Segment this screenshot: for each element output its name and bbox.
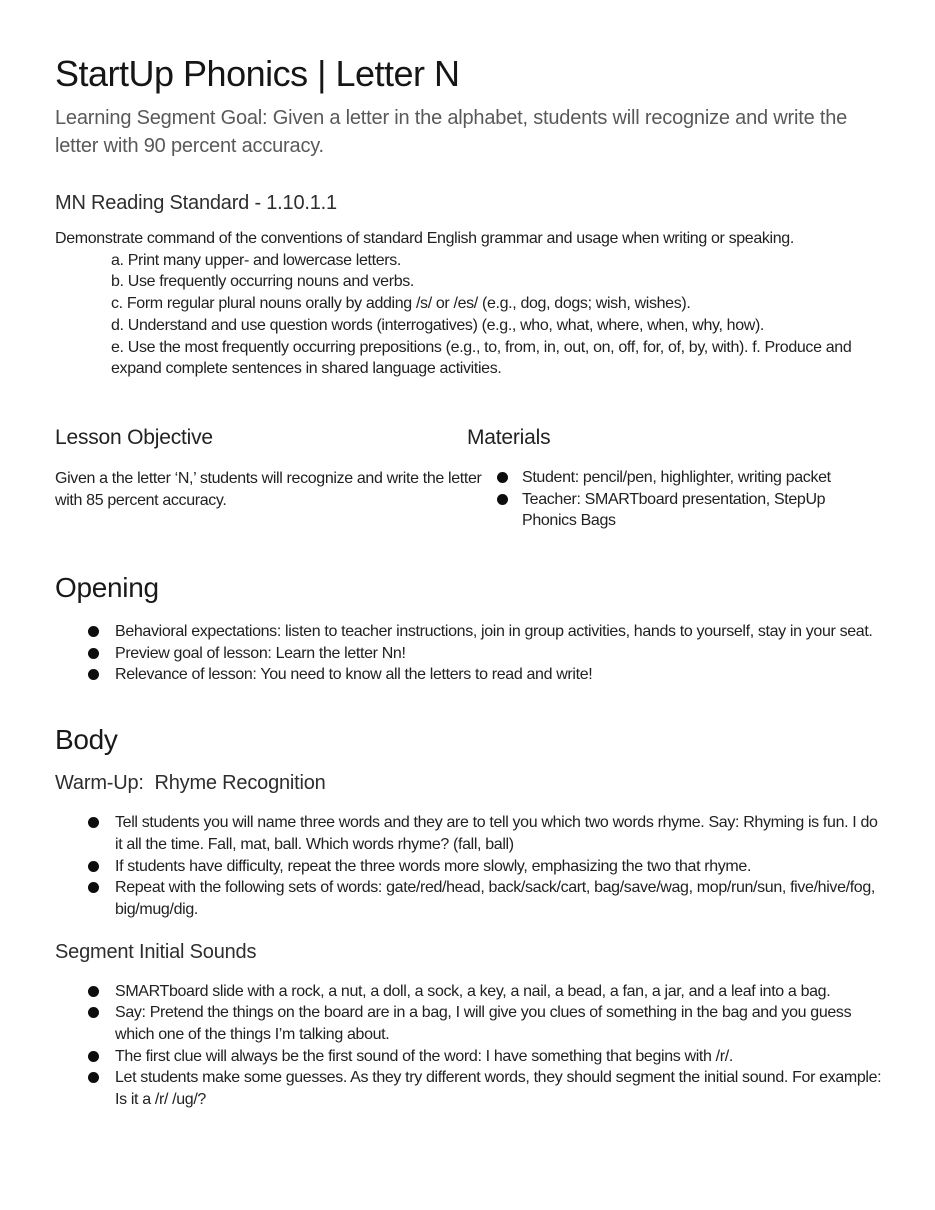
bullet-icon: [88, 626, 99, 637]
standard-subitem: e. Use the most frequently occurring prepositions (e.g., to, from, in, out, on, off, for, of, by, with). f. Produce and expand complete sentences in shared language activities.: [111, 338, 852, 378]
lesson-objective-column: [55, 424, 482, 532]
bullet-icon: [88, 861, 99, 872]
opening-item-text: Preview goal of lesson: Learn the letter Nn!: [115, 644, 406, 662]
lesson-plan-document: [0, 52, 935, 1210]
page-title: StartUp Phonics | Letter N: [55, 53, 460, 94]
warmup-list: [88, 812, 885, 921]
lesson-objective-heading: Lesson Objective: [55, 425, 213, 449]
bullet-icon: [88, 1051, 99, 1062]
learning-segment-goal: Learning Segment Goal: Given a letter in the alphabet, students will recognize and write the letter with 90 percent accuracy.: [55, 107, 848, 157]
warmup-heading: Warm-Up: Rhyme Recognition: [55, 772, 326, 795]
bullet-icon: [88, 817, 99, 828]
bullet-icon: [497, 494, 508, 505]
segment-list-item: [88, 1067, 885, 1110]
bullet-icon: [88, 1007, 99, 1018]
segment-list-item: [88, 1046, 885, 1068]
bullet-icon: [497, 472, 508, 483]
bullet-icon: [88, 986, 99, 997]
materials-heading: Materials: [467, 425, 551, 449]
standard-heading: MN Reading Standard - 1.10.1.1: [55, 192, 337, 214]
segment-list-item: [88, 981, 885, 1003]
segment-item-text: Let students make some guesses. As they try different words, they should segment the initial sound. For example: Is it a /r/ /ug/?: [115, 1069, 882, 1109]
segment-initial-sounds-heading: Segment Initial Sounds: [55, 940, 257, 963]
warmup-item-text: Repeat with the following sets of words: gate/red/head, back/sack/cart, bag/save/wag, mop/run/sun, five/hive/fog, big/mug/dig.: [115, 879, 875, 918]
opening-list: [88, 621, 885, 686]
opening-list-item: [88, 643, 885, 665]
segment-item-text: Say: Pretend the things on the board are in a bag, I will give you clues of something in the bag and you guess which one of the things I’m talking about.: [115, 1004, 852, 1044]
standard-intro: Demonstrate command of the conventions of standard English grammar and usage when writing or speaking.: [55, 230, 794, 247]
standard-subitem: d. Understand and use question words (interrogatives) (e.g., who, what, where, when, why, how).: [111, 316, 765, 334]
standard-subitem: a. Print many upper- and lowercase letters.: [111, 251, 401, 269]
opening-list-item: [88, 664, 885, 686]
materials-list: [497, 467, 885, 532]
warmup-list-item: [88, 812, 885, 855]
opening-list-item: [88, 621, 885, 643]
opening-heading: Opening: [55, 572, 159, 604]
segment-initial-sounds-list: [88, 981, 885, 1111]
segment-item-text: SMARTboard slide with a rock, a nut, a doll, a sock, a key, a nail, a bead, a fan, a jar, and a leaf into a bag.: [115, 982, 831, 1000]
bullet-icon: [88, 648, 99, 659]
standard-subitem: c. Form regular plural nouns orally by adding /s/ or /es/ (e.g., dog, dogs; wish, wishes).: [111, 295, 691, 313]
standard-subitem: b. Use frequently occurring nouns and verbs.: [111, 273, 414, 291]
standard-sublist: [111, 250, 885, 380]
bullet-icon: [88, 1072, 99, 1083]
opening-item-text: Behavioral expectations: listen to teacher instructions, join in group activities, hands to yourself, stay in your seat.: [115, 623, 873, 641]
reading-standard-section: [55, 190, 885, 380]
warmup-list-item: [88, 856, 885, 878]
opening-item-text: Relevance of lesson: You need to know all the letters to read and write!: [115, 666, 593, 684]
materials-item-text: Teacher: SMARTboard presentation, StepUp Phonics Bags: [522, 490, 826, 530]
warmup-list-item: [88, 877, 885, 920]
lesson-objective-text: Given a the letter ‘N,’ students will recognize and write the letter with 85 percent accuracy.: [55, 469, 482, 509]
bullet-icon: [88, 669, 99, 680]
materials-column: [467, 424, 885, 532]
materials-item-text: Student: pencil/pen, highlighter, writing packet: [522, 468, 831, 486]
body-heading: Body: [55, 724, 118, 756]
warmup-item-text: Tell students you will name three words and they are to tell you which two words rhyme. Say: Rhyming is fun. I do it all the time. Fall, mat, ball. Which words rhyme? (fall, ball): [115, 814, 878, 853]
materials-list-item: [497, 489, 885, 532]
segment-list-item: [88, 1002, 885, 1045]
objective-materials-row: [55, 424, 885, 532]
warmup-item-text: If students have difficulty, repeat the three words more slowly, emphasizing the two that rhyme.: [115, 857, 752, 875]
segment-item-text: The first clue will always be the first sound of the word: I have something that begins with /r/.: [115, 1047, 733, 1065]
bullet-icon: [88, 882, 99, 893]
materials-list-item: [497, 467, 885, 489]
